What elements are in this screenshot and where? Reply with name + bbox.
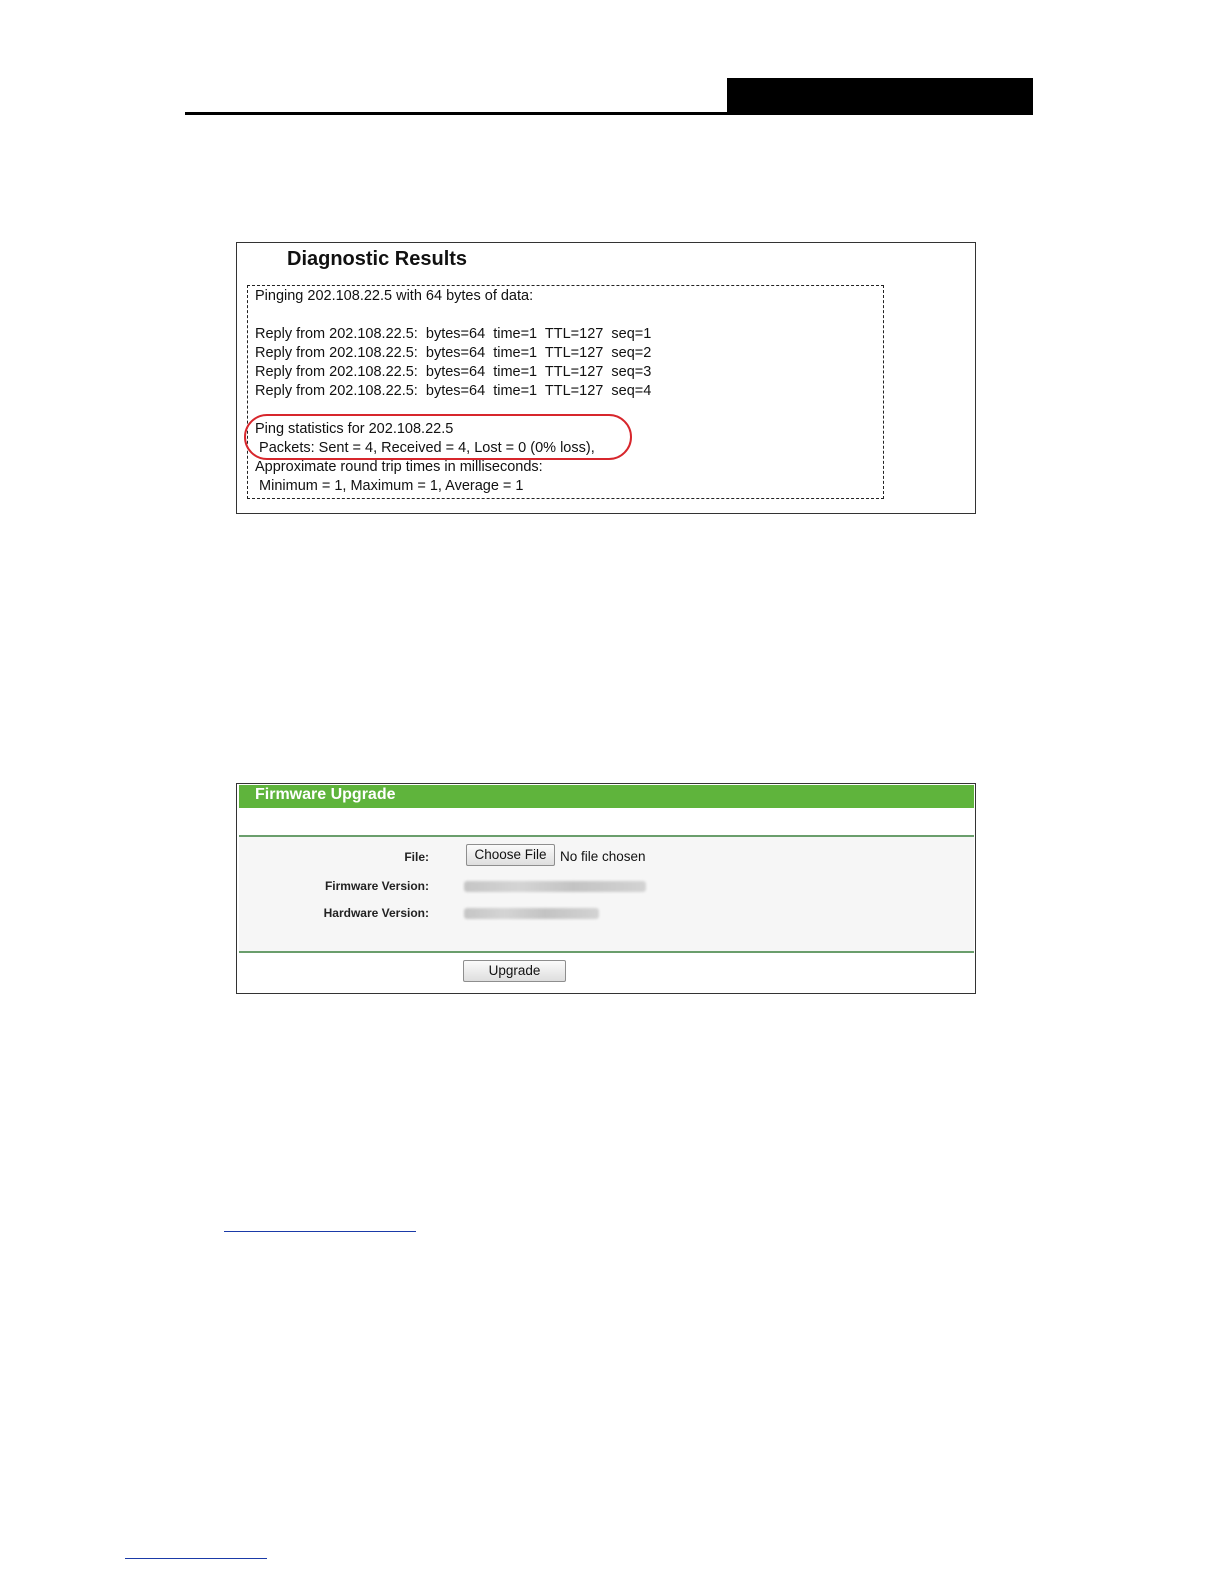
file-status-text: No file chosen — [560, 849, 646, 864]
packets-summary-line: Packets: Sent = 4, Received = 4, Lost = 0 (0% loss), — [255, 440, 595, 456]
diagnostic-results-panel — [236, 242, 976, 514]
hardware-version-value-redacted — [464, 908, 599, 919]
footnote-link-underline[interactable] — [125, 1558, 267, 1559]
ping-output-line: Reply from 202.108.22.5: bytes=64 time=1 TTL=127 seq=1 — [255, 326, 652, 342]
ping-output-line: Reply from 202.108.22.5: bytes=64 time=1 TTL=127 seq=2 — [255, 345, 652, 361]
ping-statistics-line: Ping statistics for 202.108.22.5 — [255, 421, 454, 437]
hardware-version-label: Hardware Version: — [323, 906, 429, 920]
ping-output-line: Approximate round trip times in milliseconds: — [255, 459, 543, 475]
firmware-version-label: Firmware Version: — [324, 879, 429, 893]
ping-output-line: Reply from 202.108.22.5: bytes=64 time=1 TTL=127 seq=4 — [255, 383, 652, 399]
firmware-upgrade-header — [239, 785, 974, 808]
firmware-upgrade-form — [239, 835, 974, 953]
ping-output-box — [247, 285, 884, 499]
ping-output-line: Pinging 202.108.22.5 with 64 bytes of data: — [255, 288, 534, 304]
file-label: File: — [404, 850, 429, 864]
ping-output-line: Reply from 202.108.22.5: bytes=64 time=1 TTL=127 seq=3 — [255, 364, 652, 380]
highlight-oval — [244, 414, 632, 460]
firmware-upgrade-panel — [236, 783, 976, 994]
header-black-tab — [727, 78, 1033, 115]
firmware-upgrade-title: Firmware Upgrade — [255, 786, 396, 803]
ping-output-line: Minimum = 1, Maximum = 1, Average = 1 — [255, 478, 524, 494]
firmware-version-value-redacted — [464, 881, 646, 892]
header-rule — [185, 112, 1033, 115]
hyperlink-underline[interactable] — [224, 1231, 416, 1232]
diagnostic-results-title: Diagnostic Results — [287, 248, 468, 270]
upgrade-button[interactable]: Upgrade — [463, 960, 566, 982]
choose-file-button[interactable]: Choose File — [466, 844, 555, 866]
